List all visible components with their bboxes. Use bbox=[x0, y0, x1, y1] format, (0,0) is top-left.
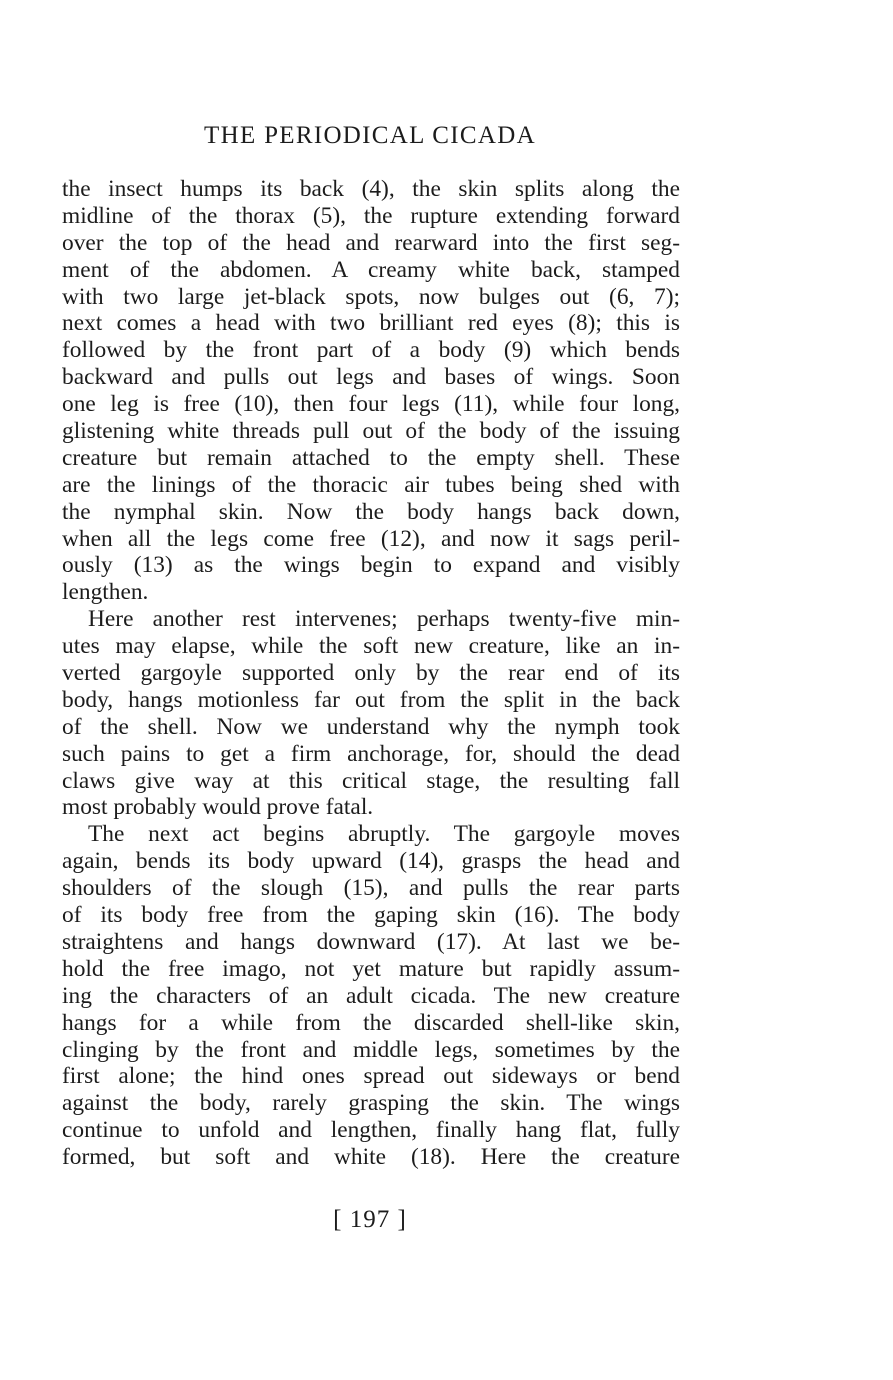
text-line: ment of the abdomen. A creamy white back, stamped bbox=[62, 256, 680, 283]
text-line: when all the legs come free (12), and now it sags peril- bbox=[62, 525, 680, 552]
text-line: The next act begins abruptly. The gargoyle moves bbox=[88, 821, 680, 848]
text-line: are the linings of the thoracic air tubes being shed with bbox=[62, 471, 680, 498]
page-number: [ 197 ] bbox=[333, 1206, 407, 1233]
paragraph-2 bbox=[62, 606, 680, 821]
text-line: of the shell. Now we understand why the nymph took bbox=[62, 713, 680, 740]
text-line: with two large jet-black spots, now bulges out (6, 7); bbox=[62, 283, 680, 310]
text-line: creature but remain attached to the empty shell. These bbox=[62, 444, 680, 471]
text-line: followed by the front part of a body (9) which bends bbox=[62, 337, 680, 364]
text-line: again, bends its body upward (14), grasps the head and bbox=[62, 848, 680, 875]
text-line: such pains to get a firm anchorage, for, should the dead bbox=[62, 740, 680, 767]
text-line: claws give way at this critical stage, the resulting fall bbox=[62, 767, 680, 794]
text-line: over the top of the head and rearward into the first seg- bbox=[62, 229, 680, 256]
text-line: the insect humps its back (4), the skin splits along the bbox=[62, 176, 680, 202]
text-line: against the body, rarely grasping the skin. The wings bbox=[62, 1090, 680, 1117]
text-line: shoulders of the slough (15), and pulls the rear parts bbox=[62, 875, 680, 902]
text-line: midline of the thorax (5), the rupture extending forward bbox=[62, 202, 680, 229]
text-line: Here another rest intervenes; perhaps twenty-five min- bbox=[88, 606, 680, 633]
body-text bbox=[62, 176, 680, 1171]
paragraph-3 bbox=[62, 821, 680, 1171]
text-line: first alone; the hind ones spread out sideways or bend bbox=[62, 1063, 680, 1090]
text-line: of its body free from the gaping skin (16). The body bbox=[62, 902, 680, 929]
text-line: verted gargoyle supported only by the rear end of its bbox=[62, 660, 680, 687]
text-line: the nymphal skin. Now the body hangs back down, bbox=[62, 498, 680, 525]
text-line: hold the free imago, not yet mature but rapidly assum- bbox=[62, 955, 680, 982]
text-line: ing the characters of an adult cicada. The new creature bbox=[62, 982, 680, 1009]
text-line: backward and pulls out legs and bases of wings. Soon bbox=[62, 364, 680, 391]
text-line: ously (13) as the wings begin to expand and visibly bbox=[62, 552, 680, 579]
text-line: next comes a head with two brilliant red eyes (8); this is bbox=[62, 310, 680, 337]
text-line: one leg is free (10), then four legs (11), while four long, bbox=[62, 391, 680, 418]
text-line: utes may elapse, while the soft new creature, like an in- bbox=[62, 633, 680, 660]
text-line: body, hangs motionless far out from the split in the back bbox=[62, 686, 680, 713]
text-line: lengthen. bbox=[62, 579, 149, 606]
text-line: straightens and hangs downward (17). At last we be- bbox=[62, 928, 680, 955]
text-line: formed, but soft and white (18). Here the creature bbox=[62, 1144, 680, 1171]
text-line: glistening white threads pull out of the body of the issuing bbox=[62, 418, 680, 445]
running-head: THE PERIODICAL CICADA bbox=[204, 122, 536, 149]
text-line: continue to unfold and lengthen, finally hang flat, fully bbox=[62, 1117, 680, 1144]
paragraph-1 bbox=[62, 176, 680, 606]
text-line: clinging by the front and middle legs, sometimes by the bbox=[62, 1036, 680, 1063]
text-line: hangs for a while from the discarded shell-like skin, bbox=[62, 1009, 680, 1036]
text-line: most probably would prove fatal. bbox=[62, 794, 374, 821]
